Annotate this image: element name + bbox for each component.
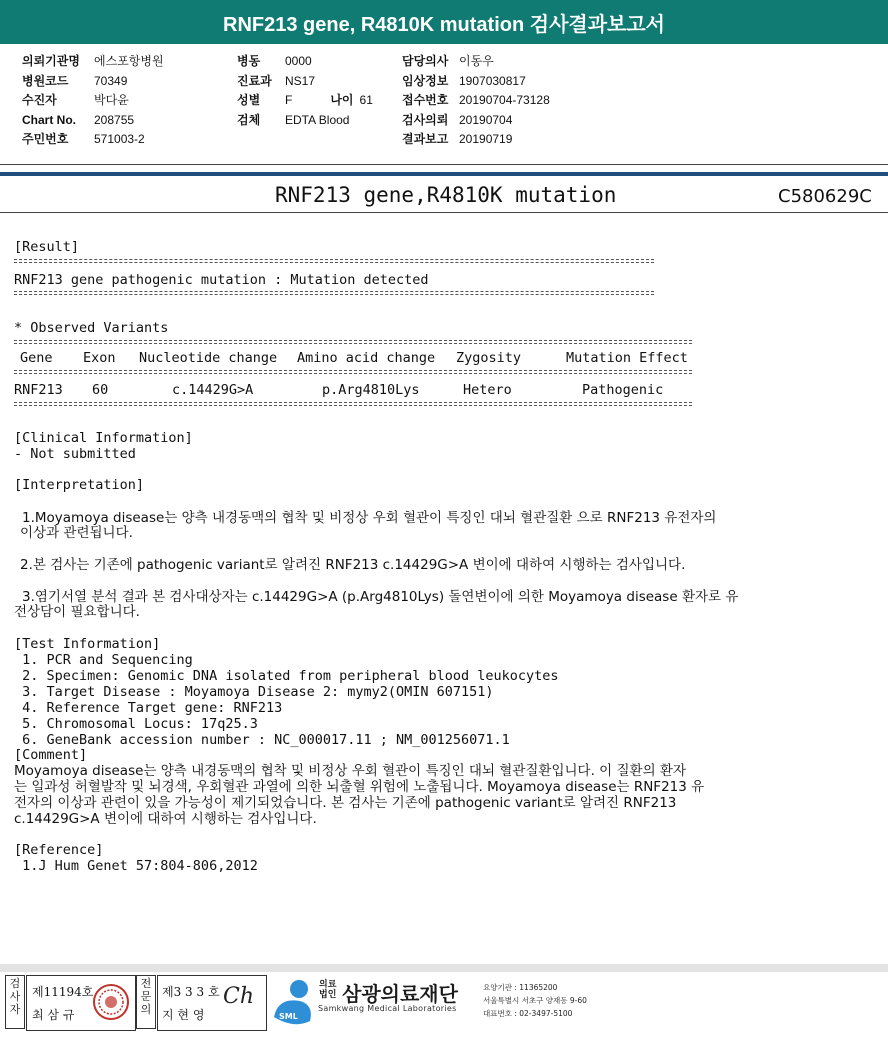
age-value: 61 xyxy=(359,93,373,107)
variants-dash-bottom xyxy=(14,402,692,406)
reference-item: 1.J Hum Genet 57:804-806,2012 xyxy=(14,858,258,874)
interpretation-2: 2.본 검사는 기존에 pathogenic variant로 알려진 RNF213 c.14429G>A 변이에 대하여 시행하는 검사입니다. xyxy=(20,557,686,573)
cell-zygosity: Hetero xyxy=(463,382,512,398)
test-info-heading: [Test Information] xyxy=(14,636,161,652)
comment-heading: [Comment] xyxy=(14,747,88,763)
meta-column-2 xyxy=(237,52,373,130)
meta-column-1 xyxy=(22,52,164,150)
meta-row-institution: 의뢰기관명 에스포항병원 xyxy=(22,54,164,68)
sml-logo-icon xyxy=(270,977,318,1027)
report-test-code: C580629C xyxy=(778,186,872,207)
report-main-title: RNF213 gene, R4810K mutation 검사결과보고서 xyxy=(223,13,665,36)
cell-exon: 60 xyxy=(92,382,109,398)
org-name: 삼광의료재단 xyxy=(342,982,458,1006)
col-header-zygosity: Zygosity xyxy=(456,350,522,366)
interpretation-1-line-2: 이상과 관련됩니다. xyxy=(20,525,133,541)
specialist-signature: Ch xyxy=(223,984,255,1009)
cell-nucleotide: c.14429G>A xyxy=(172,382,254,398)
result-heading: [Result] xyxy=(14,239,80,255)
comment-line-4: c.14429G>A 변이에 대하여 시행하는 검사입니다. xyxy=(14,811,317,827)
meta-row-sex-age: 성별 F 나이 61 xyxy=(237,91,373,111)
comment-line-3: 전자의 이상과 관련이 있을 가능성이 제기되었습니다. 본 검사는 기존에 pathogenic variant로 알려진 RNF213 xyxy=(14,795,677,811)
comment-line-1: Moyamoya disease는 양측 내경동맥의 협착 및 비정상 우회 혈관이 특징인 대뇌 혈관질환입니다. 이 질환의 환자 xyxy=(14,763,686,779)
result-dash-bottom xyxy=(14,291,654,295)
tester-license: 제11194호 xyxy=(32,985,94,999)
col-header-mutation-effect: Mutation Effect xyxy=(566,350,688,366)
meta-row-doctor: 담당의사 이동우 xyxy=(402,54,494,68)
test-item-1: 1. PCR and Sequencing xyxy=(14,652,193,668)
cell-amino-acid: p.Arg4810Lys xyxy=(322,382,420,398)
meta-column-3 xyxy=(402,52,550,150)
observed-variants-heading: * Observed Variants xyxy=(14,320,169,336)
meta-row-request-date: 검사의뢰 20190704 xyxy=(402,112,513,127)
meta-row-receipt-no: 접수번호 20190704-73128 xyxy=(402,93,550,107)
cell-gene: RNF213 xyxy=(14,382,63,398)
result-line: RNF213 gene pathogenic mutation : Mutation detected xyxy=(14,272,429,288)
footer-band xyxy=(0,964,888,972)
org-english-name: Samkwang Medical Laboratories xyxy=(318,1004,457,1013)
meta-row-report-date: 결과보고 20190719 xyxy=(402,132,513,146)
meta-row-department: 진료과 NS17 xyxy=(237,73,316,88)
tester-name: 최 삼 규 xyxy=(32,1008,75,1022)
col-header-exon: Exon xyxy=(83,350,116,366)
tester-seal-icon xyxy=(92,980,130,1024)
header-blue-rule xyxy=(0,172,888,176)
specialist-license: 제3 3 3 호 xyxy=(162,985,220,999)
interpretation-3-line-1: 3.염기서열 분석 결과 본 검사대상자는 c.14429G>A (p.Arg4810Lys) 돌연변이에 의한 Moyamoya disease 환자로 유 xyxy=(22,589,739,605)
variants-dash-mid xyxy=(14,370,692,374)
meta-row-hospital-code: 병원코드 70349 xyxy=(22,73,128,88)
age-label: 나이 xyxy=(330,93,354,107)
specialist-name: 지 현 영 xyxy=(162,1008,205,1022)
header-divider xyxy=(0,164,888,165)
clinical-heading: [Clinical Information] xyxy=(14,430,193,446)
org-info-address: 서울특별시 서초구 양재동 9-60 xyxy=(483,996,587,1005)
meta-row-resident-no: 주민번호 571003-2 xyxy=(22,132,145,146)
org-info-code: 요양기관 : 11365200 xyxy=(483,983,558,992)
title-divider xyxy=(0,212,888,213)
variants-dash-top xyxy=(14,340,692,344)
org-law-label: 의료 법인 xyxy=(319,980,337,1000)
test-item-3: 3. Target Disease : Moyamoya Disease 2: mymy2(OMIN 607151) xyxy=(14,684,494,700)
col-header-nucleotide: Nucleotide change xyxy=(139,350,278,366)
interpretation-3-line-2: 전상담이 필요합니다. xyxy=(14,604,140,620)
report-test-title: RNF213 gene,R4810K mutation xyxy=(275,183,617,207)
specialist-vertical-label: 전문의 xyxy=(136,975,156,1029)
meta-row-clinical-info: 임상정보 1907030817 xyxy=(402,73,526,88)
meta-row-chart-no: Chart No. 208755 xyxy=(22,112,135,127)
report-title-bar xyxy=(0,0,888,44)
cell-mutation-effect: Pathogenic xyxy=(582,382,664,398)
col-header-gene: Gene xyxy=(20,350,53,366)
clinical-text: - Not submitted xyxy=(14,446,136,462)
test-item-2: 2. Specimen: Genomic DNA isolated from peripheral blood leukocytes xyxy=(14,668,559,684)
test-item-6: 6. GeneBank accession number : NC_000017.11 ; NM_001256071.1 xyxy=(14,732,510,748)
col-header-amino-acid: Amino acid change xyxy=(297,350,436,366)
org-info-phone: 대표번호 : 02-3497-5100 xyxy=(483,1009,573,1018)
comment-line-2: 는 일과성 허혈발작 및 뇌경색, 우회혈관 과열에 의한 뇌출혈 위험에 노출됩니다. Moyamoya disease는 RNF213 유 xyxy=(14,779,705,795)
sml-logo-text: SML xyxy=(279,1012,298,1021)
tester-vertical-label: 검사자 xyxy=(5,975,25,1029)
reference-heading: [Reference] xyxy=(14,842,104,858)
meta-row-ward: 병동 0000 xyxy=(237,54,312,68)
meta-row-specimen: 검체 EDTA Blood xyxy=(237,112,350,127)
test-item-5: 5. Chromosomal Locus: 17q25.3 xyxy=(14,716,258,732)
result-dash-top xyxy=(14,259,654,263)
interpretation-1-line-1: 1.Moyamoya disease는 양측 내경동맥의 협착 및 비정상 우회 혈관이 특징인 대뇌 혈관질환 으로 RNF213 유전자의 xyxy=(22,510,717,526)
test-item-4: 4. Reference Target gene: RNF213 xyxy=(14,700,283,716)
interpretation-heading: [Interpretation] xyxy=(14,477,145,493)
meta-row-patient: 수진자 박다윤 xyxy=(22,93,129,107)
